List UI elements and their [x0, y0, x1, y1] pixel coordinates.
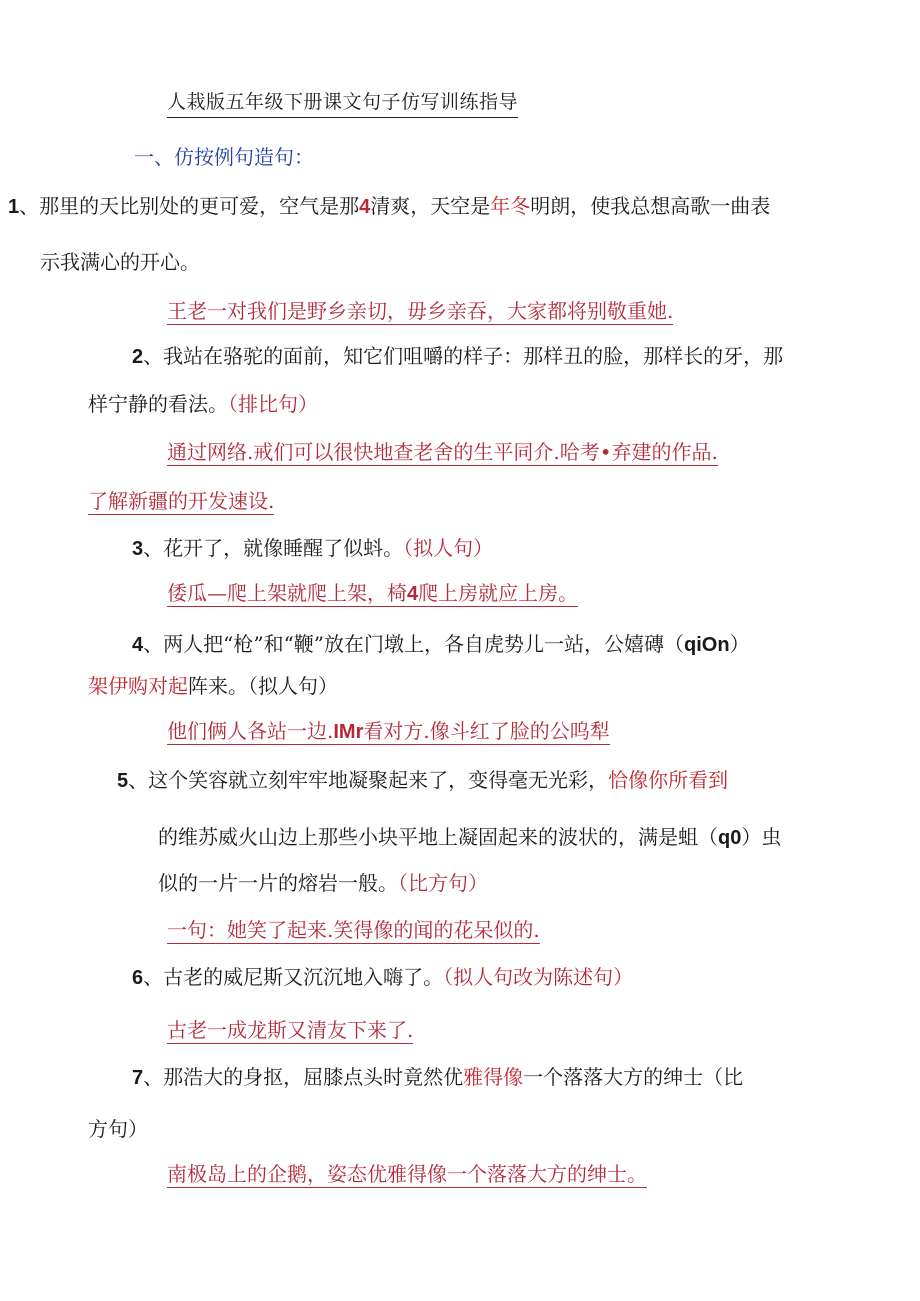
- item-2-line-2: [88, 390, 318, 418]
- answer-part: 倭瓜—爬上架就爬上架，椅: [167, 581, 407, 605]
- answer-text: [167, 719, 610, 745]
- sentence-type-tag: （排比句）: [228, 392, 318, 416]
- item-separator: 、: [143, 536, 164, 560]
- item-4-answer: [167, 717, 610, 746]
- item-1-line-1: [8, 192, 770, 221]
- item-4-line-2: [88, 672, 338, 700]
- item-2-answer-line-1: [167, 438, 718, 466]
- item-text: 古老的威尼斯又沉沉地入嗨了。: [163, 965, 444, 989]
- item-1-answer: [167, 297, 673, 325]
- answer-text: 古老一成龙斯又清友下来了.: [167, 1018, 414, 1042]
- item-7-line-2: 方句）: [88, 1117, 148, 1141]
- item-text: 这个笑容就立刻牢牢地凝聚起来了，变得毫无光彩，: [148, 768, 609, 792]
- item-text: ）: [729, 632, 750, 656]
- pinyin-text: q0: [718, 827, 742, 849]
- item-number: 3: [132, 538, 144, 560]
- answer-part: 他们俩人各站一边.: [167, 719, 334, 743]
- item-3-line-1: [132, 534, 493, 563]
- item-1-line-2: 示我满心的开心。: [40, 250, 200, 274]
- item-separator: 、: [143, 344, 164, 368]
- item-separator: 、: [143, 632, 164, 656]
- item-2-line-1: [132, 342, 783, 371]
- sentence-type-tag: （拟人句）: [403, 536, 494, 560]
- answer-text: 一句：她笑了起来.笑得像的闻的花呆似的.: [167, 918, 540, 942]
- item-text: 那浩大的身抠，屈膝点头时竟然优: [163, 1065, 464, 1089]
- answer-part: IMr: [333, 721, 364, 743]
- sentence-type-tag: （比方句）: [398, 871, 488, 895]
- item-5-line-3: [158, 869, 488, 897]
- item-4-line-1: [132, 630, 750, 659]
- item-3-answer: [167, 579, 578, 608]
- answer-text: [167, 581, 578, 607]
- item-2-answer-line-2: [88, 487, 274, 515]
- answer-part: 4: [407, 583, 419, 605]
- answer-text: 南极岛上的企鹅，姿态优雅得像一个落落大方的绅士。: [167, 1162, 647, 1186]
- item-text-highlight: 4: [359, 196, 371, 218]
- item-text: 阵来。: [188, 674, 248, 698]
- sentence-type-tag: （拟人句改为陈述句）: [443, 965, 634, 989]
- item-number: 1: [8, 196, 20, 218]
- item-number: 4: [132, 634, 144, 656]
- item-5-line-2: [158, 823, 781, 852]
- item-text: 样宁静的看法。: [88, 392, 228, 416]
- item-number: 6: [132, 967, 144, 989]
- item-text: 明朗，使我总想高歌一曲表: [530, 194, 771, 218]
- item-text: 一个落落大方的绅士（比: [523, 1065, 744, 1089]
- sentence-type-tag: （拟人句）: [248, 674, 338, 698]
- item-text-highlight: 年冬: [490, 194, 531, 218]
- section-heading: 一、仿按例句造句：: [134, 145, 314, 169]
- item-separator: 、: [143, 965, 164, 989]
- answer-part: 看对方.像斗红了脸的公呜犁: [363, 719, 610, 743]
- item-text: 那里的天比别处的更可爱，空气是那: [39, 194, 360, 218]
- item-text: 两人把“枪”和“鞭”放在门墩上，各自虎势儿一站，公嬉磚（: [163, 632, 685, 656]
- item-text-highlight: 恰像你所看到: [608, 768, 729, 792]
- item-number: 7: [132, 1067, 144, 1089]
- answer-text: 王老一对我们是野乡亲切，毋乡亲吞，大家都将别敬重她.: [167, 299, 674, 323]
- item-text: 花开了，就像睡醒了似蚪。: [163, 536, 404, 560]
- item-text-highlight: 架伊购对起: [88, 674, 188, 698]
- item-text-highlight: 雅得像: [463, 1065, 524, 1089]
- item-text: 清爽，天空是: [370, 194, 491, 218]
- answer-text: 通过网络.戒们可以很快地查老舍的生平同介.哈考•弃建的作品.: [167, 440, 718, 464]
- item-text: ）虫: [741, 825, 782, 849]
- item-6-answer: [167, 1016, 413, 1044]
- item-7-answer: [167, 1160, 647, 1188]
- item-separator: 、: [143, 1065, 164, 1089]
- item-text: 我站在骆驼的面前，知它们咀嚼的样子：那样丑的脸，那样长的牙，那: [163, 344, 784, 368]
- item-text: 的维苏威火山边上那些小块平地上凝固起来的波状的，满是蛆（: [158, 825, 718, 849]
- item-number: 2: [132, 346, 144, 368]
- pinyin-text: qiOn: [684, 634, 730, 656]
- item-5-line-1: [117, 766, 728, 795]
- page-title: 人栽版五年级下册课文句子仿写训练指导: [167, 88, 518, 118]
- item-6-line-1: [132, 963, 633, 992]
- item-separator: 、: [128, 768, 149, 792]
- item-number: 5: [117, 770, 129, 792]
- answer-text: 了解新疆的开发速设.: [88, 489, 275, 513]
- item-7-line-1: [132, 1063, 743, 1092]
- item-5-answer: [167, 916, 540, 944]
- item-text: 似的一片一片的熔岩一般。: [158, 871, 398, 895]
- item-separator: 、: [19, 194, 40, 218]
- answer-part: 爬上房就应上房。: [418, 581, 579, 605]
